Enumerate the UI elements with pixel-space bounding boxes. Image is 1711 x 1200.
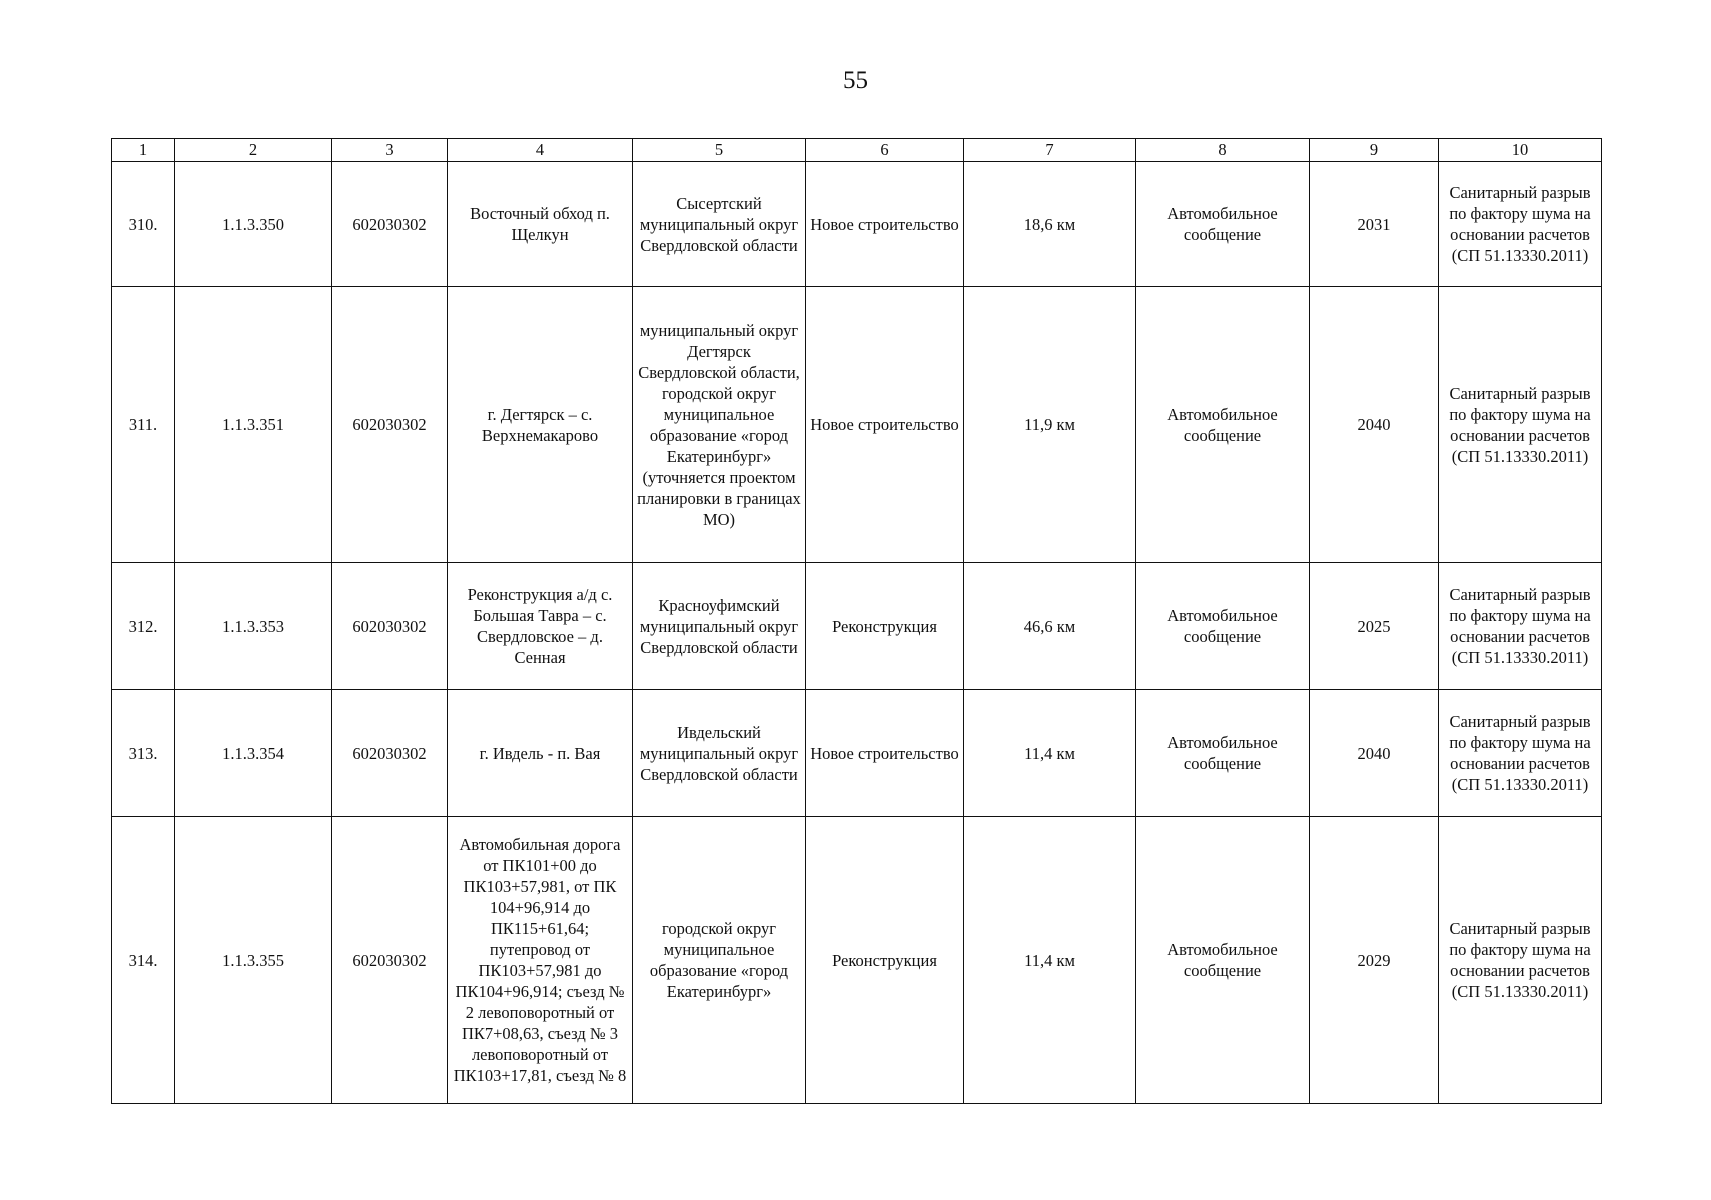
column-header: 10 — [1439, 139, 1602, 162]
object-location: Сысертский муниципальный округ Свердловской области — [633, 162, 806, 287]
completion-year: 2031 — [1310, 162, 1439, 287]
class-code: 602030302 — [332, 563, 448, 690]
column-header: 5 — [633, 139, 806, 162]
zone-description: Санитарный разрыв по фактору шума на основании расчетов (СП 51.13330.2011) — [1439, 287, 1602, 563]
object-purpose: Автомобильное сообщение — [1136, 162, 1310, 287]
column-header: 3 — [332, 139, 448, 162]
table-row — [112, 690, 1602, 817]
object-code: 1.1.3.351 — [175, 287, 332, 563]
object-location: Красноуфимский муниципальный округ Свердловской области — [633, 563, 806, 690]
object-location: муниципальный округ Дегтярск Свердловской области, городской округ муниципальное образование «город Екатеринбург» (уточняется проектом планировки в границах МО) — [633, 287, 806, 563]
object-length: 11,4 км — [964, 690, 1136, 817]
object-code: 1.1.3.355 — [175, 817, 332, 1104]
work-type: Новое строительство — [806, 162, 964, 287]
table-row — [112, 817, 1602, 1104]
table-row — [112, 162, 1602, 287]
zone-description: Санитарный разрыв по фактору шума на основании расчетов (СП 51.13330.2011) — [1439, 817, 1602, 1104]
class-code: 602030302 — [332, 690, 448, 817]
column-header: 4 — [448, 139, 633, 162]
object-length: 18,6 км — [964, 162, 1136, 287]
column-header: 6 — [806, 139, 964, 162]
object-name: г. Дегтярск – с. Верхнемакарово — [448, 287, 633, 563]
column-header: 8 — [1136, 139, 1310, 162]
object-code: 1.1.3.354 — [175, 690, 332, 817]
object-name: г. Ивдель - п. Вая — [448, 690, 633, 817]
object-length: 11,4 км — [964, 817, 1136, 1104]
row-number: 311. — [112, 287, 175, 563]
completion-year: 2040 — [1310, 690, 1439, 817]
object-name: Автомобильная дорога от ПК101+00 до ПК103+57,981, от ПК 104+96,914 до ПК115+61,64; путепровод от ПК103+57,981 до ПК104+96,914; съезд № 2 левоповоротный от ПК7+08,63, съезд № 3 левоповоротный от ПК103+17,81, съезд № 8 — [448, 817, 633, 1104]
work-type: Реконструкция — [806, 817, 964, 1104]
table-row — [112, 287, 1602, 563]
object-code: 1.1.3.350 — [175, 162, 332, 287]
column-header: 9 — [1310, 139, 1439, 162]
class-code: 602030302 — [332, 287, 448, 563]
zone-description: Санитарный разрыв по фактору шума на основании расчетов (СП 51.13330.2011) — [1439, 162, 1602, 287]
work-type: Реконструкция — [806, 563, 964, 690]
object-purpose: Автомобильное сообщение — [1136, 690, 1310, 817]
object-name: Восточный обход п. Щелкун — [448, 162, 633, 287]
page-number: 55 — [843, 67, 868, 94]
object-length: 46,6 км — [964, 563, 1136, 690]
completion-year: 2040 — [1310, 287, 1439, 563]
completion-year: 2029 — [1310, 817, 1439, 1104]
object-location: городской округ муниципальное образование «город Екатеринбург» — [633, 817, 806, 1104]
object-location: Ивдельский муниципальный округ Свердловской области — [633, 690, 806, 817]
header-row — [112, 139, 1602, 162]
object-length: 11,9 км — [964, 287, 1136, 563]
completion-year: 2025 — [1310, 563, 1439, 690]
row-number: 312. — [112, 563, 175, 690]
object-name: Реконструкция а/д с. Большая Тавра – с. Свердловское – д. Сенная — [448, 563, 633, 690]
object-purpose: Автомобильное сообщение — [1136, 817, 1310, 1104]
object-code: 1.1.3.353 — [175, 563, 332, 690]
registry-table — [111, 138, 1602, 1104]
row-number: 313. — [112, 690, 175, 817]
work-type: Новое строительство — [806, 690, 964, 817]
object-purpose: Автомобильное сообщение — [1136, 287, 1310, 563]
zone-description: Санитарный разрыв по фактору шума на основании расчетов (СП 51.13330.2011) — [1439, 563, 1602, 690]
zone-description: Санитарный разрыв по фактору шума на основании расчетов (СП 51.13330.2011) — [1439, 690, 1602, 817]
column-header: 7 — [964, 139, 1136, 162]
column-header: 1 — [112, 139, 175, 162]
class-code: 602030302 — [332, 817, 448, 1104]
row-number: 314. — [112, 817, 175, 1104]
table-row — [112, 563, 1602, 690]
row-number: 310. — [112, 162, 175, 287]
class-code: 602030302 — [332, 162, 448, 287]
work-type: Новое строительство — [806, 287, 964, 563]
object-purpose: Автомобильное сообщение — [1136, 563, 1310, 690]
column-header: 2 — [175, 139, 332, 162]
